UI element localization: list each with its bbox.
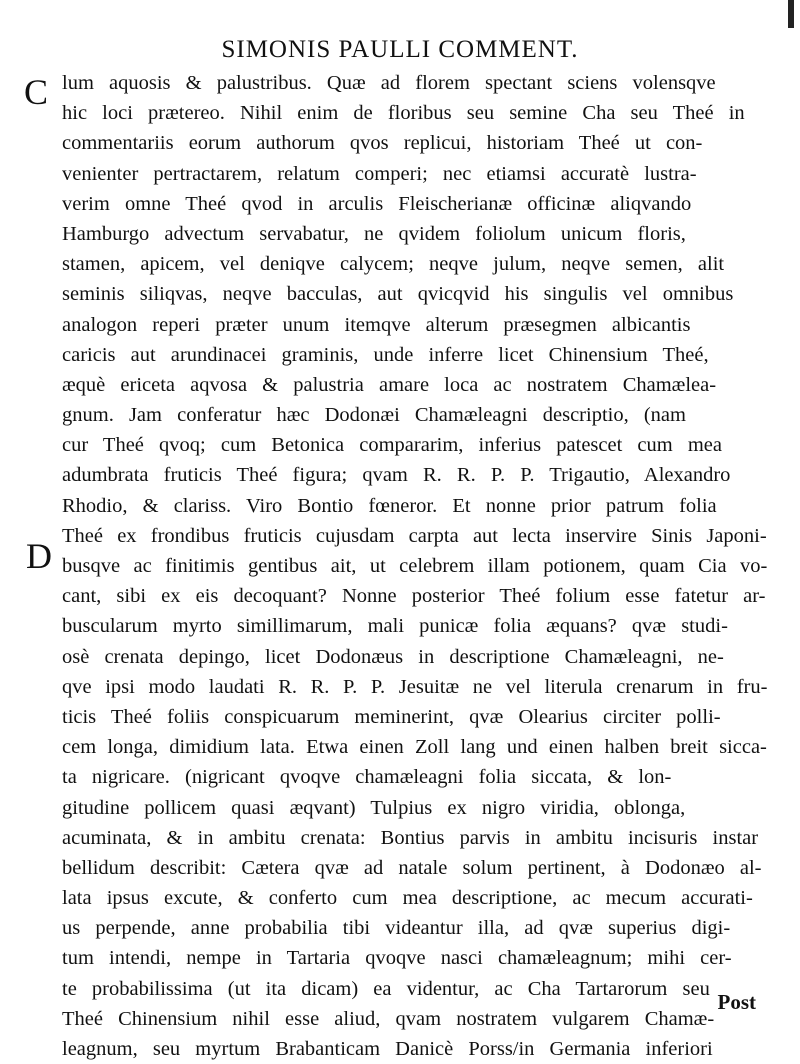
text-line: analogon reperi præter unum itemqve alterum præsegmen albicantis	[62, 313, 691, 336]
marginal-letter-c: C	[24, 72, 49, 112]
text-line: bellidum describit: Cætera qvæ ad natale solum pertinent, à Dodonæo al-	[62, 856, 762, 879]
text-line: venienter pertractarem, relatum comperi; nec etiamsi accuratè lustra-	[62, 162, 697, 185]
running-head: SIMONIS PAULLI COMMENT.	[221, 36, 579, 63]
text-line: Theé Chinensium nihil esse aliud, qvam nostratem vulgarem Chamæ-	[62, 1007, 715, 1030]
text-line: te probabilissima (ut ita dicam) ea videntur, ac Cha Tartarorum seu	[62, 977, 710, 1000]
text-line: commentariis eorum authorum qvos replicui, historiam Theé ut con-	[62, 132, 703, 155]
text-line: busqve ac finitimis gentibus ait, ut celebrem illam potionem, quam Cia vo-	[62, 555, 767, 577]
text-line: tum intendi, nempe in Tartaria qvoqve nasci chamæleagnum; mihi cer-	[62, 947, 732, 970]
text-line: Rhodio, & clariss. Viro Bontio fœneror. Et nonne prior patrum folia	[62, 494, 717, 517]
text-line: cant, sibi ex eis decoquant? Nonne posterior Theé folium esse fatetur ar-	[62, 585, 766, 608]
text-line: seminis siliqvas, neqve bacculas, aut qvicqvid his singulis vel omnibus	[62, 283, 734, 306]
text-line: ta nigricare. (nigricant qvoqve chamæleagni folia siccata, & lon-	[62, 766, 672, 789]
text-line: stamen, apicem, vel deniqve calycem; neqve julum, neqve semen, alit	[62, 253, 725, 276]
text-line: cem longa, dimidium lata. Etwa einen Zoll lang und einen halben breit sicca-	[62, 736, 767, 759]
text-line: Theé ex frondibus fruticis cujusdam carpta aut lecta inservire Sinis Japoni-	[62, 524, 767, 547]
text-line: hic loci prætereo. Nihil enim de floribus seu semine Cha seu Theé in	[62, 102, 745, 125]
text-line: osè crenata depingo, licet Dodonæus in descriptione Chamæleagni, ne-	[62, 645, 724, 668]
page-edge-mark	[788, 0, 794, 28]
text-line: caricis aut arundinacei graminis, unde inferre licet Chinensium Theé,	[62, 343, 709, 366]
text-line: us perpende, anne probabilia tibi videantur illa, ad qvæ superius digi-	[62, 917, 731, 940]
text-line: ticis Theé foliis conspicuarum meminerint, qvæ Olearius circiter polli-	[62, 705, 721, 728]
body-text	[62, 68, 767, 1064]
text-line: gnum. Jam conferatur hæc Dodonæi Chamæleagni descriptio, (nam	[62, 404, 686, 427]
catchword: Post	[717, 990, 756, 1014]
text-line: Hamburgo advectum servabatur, ne qvidem foliolum unicum floris,	[62, 222, 686, 245]
text-line: adumbrata fruticis Theé figura; qvam R. R. P. P. Trigautio, Alexandro	[62, 464, 731, 487]
text-line: verim omne Theé qvod in arculis Fleischerianæ officinæ aliqvando	[62, 192, 692, 215]
text-line: qve ipsi modo laudati R. R. P. P. Jesuitæ ne vel literula crenarum in fru-	[62, 675, 767, 698]
text-line: æquè ericeta aqvosa & palustria amare loca ac nostratem Chamælea-	[62, 373, 717, 396]
text-line: acuminata, & in ambitu crenata: Bontius parvis in ambitu incisuris instar	[62, 826, 759, 849]
text-line: buscularum myrto simillimarum, mali punicæ folia æquans? qvæ studi-	[62, 615, 728, 638]
text-line: leagnum, seu myrtum Brabanticam Danicè Porss/in Germania inferiori	[62, 1038, 713, 1060]
text-line: gitudine pollicem quasi æqvant) Tulpius ex nigro viridia, oblonga,	[62, 796, 686, 819]
marginal-letter-d: D	[26, 536, 52, 576]
text-line: cur Theé qvoq; cum Betonica compararim, inferius patescet cum mea	[62, 434, 722, 457]
text-line: lata ipsus excute, & conferto cum mea descriptione, ac mecum accurati-	[62, 887, 753, 910]
text-line: lum aquosis & palustribus. Quæ ad florem spectant sciens volensqve	[62, 72, 716, 94]
